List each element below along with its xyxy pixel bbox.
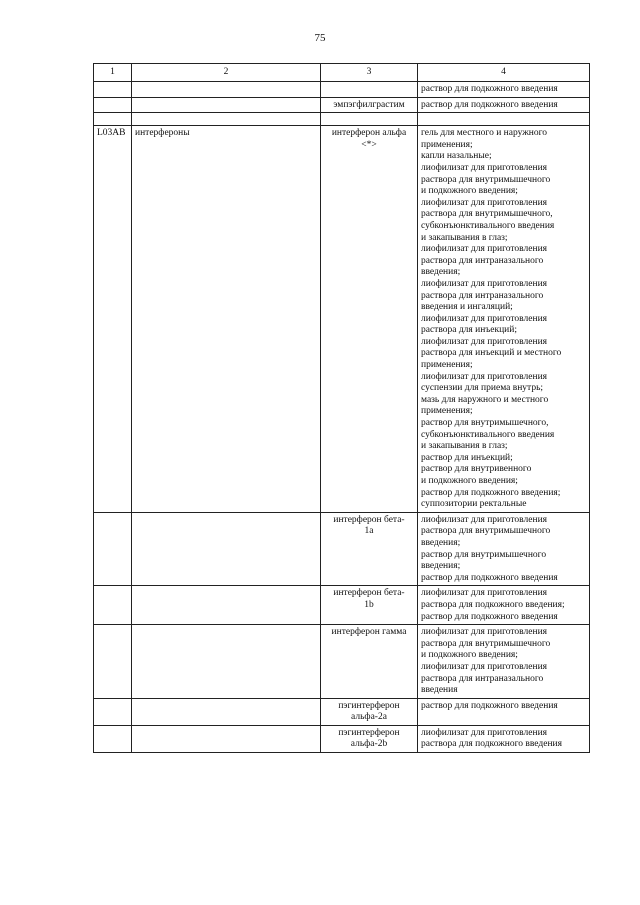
cell-line: лиофилизат для приготовления [421,627,548,638]
table-row [94,725,590,752]
dosage-forms-cell [418,512,590,586]
cell-line: лиофилизат для приготовления [421,336,548,347]
spacer-cell [418,113,590,126]
group-name-cell [132,586,321,625]
header-col-2: 2 [132,64,321,82]
table-row [94,698,590,725]
cell-line: применения; [421,139,473,150]
cell-line: лиофилизат для приготовления [421,588,548,599]
cell-line: и подкожного введения; [421,476,518,486]
atc-code-cell [94,82,132,98]
cell-line: интерферон гамма [331,627,407,638]
cell-line: введения и ингаляций; [421,302,513,313]
atc-code-cell [94,512,132,586]
cell-line: суспензии для приема внутрь; [421,383,544,394]
cell-line: раствора для инъекций; [421,325,517,336]
drug-name-cell [321,625,418,699]
cell-line: интерферон бета- [333,514,405,525]
cell-line: раствора для внутримышечного [421,174,551,185]
group-name-cell [132,625,321,699]
cell-line: интерферон альфа [331,128,407,139]
cell-line: 1b [364,599,374,610]
page-number: 75 [314,32,326,44]
cell-line: введения; [421,267,461,278]
group-name-cell [132,97,321,113]
cell-line: лиофилизат для приготовления [421,244,548,255]
table-row [94,126,590,513]
table-row [94,512,590,586]
table-row [94,97,590,113]
dosage-forms-cell [418,126,590,513]
cell-line: гель для местного и наружного [421,128,548,139]
cell-line: введения; [421,537,461,548]
cell-line: раствор для внутримышечного, [421,418,549,429]
dosage-forms-cell [418,698,590,725]
drug-name-cell [321,725,418,752]
drug-name-cell [321,698,418,725]
atc-code-cell: L03AB [94,126,132,513]
table-row [94,586,590,625]
cell-line: пэгинтерферон [338,727,400,738]
cell-line: введения; [421,561,461,572]
cell-line: интерферон бета- [333,588,405,599]
cell-line: раствор для внутримышечного [421,549,547,560]
cell-line: альфа-2b [350,739,388,750]
cell-line: раствора для внутримышечного [421,526,551,537]
table-row [94,625,590,699]
drug-name-cell [321,82,418,98]
group-name-cell: интерфероны [132,126,321,513]
cell-line: раствора для интраназального [421,673,544,684]
cell-line: пэгинтерферон [338,700,400,711]
dosage-forms-cell [418,82,590,98]
cell-line: раствор для подкожного введения [421,99,558,110]
spacer-cell [321,113,418,126]
cell-line: капли назальные; [421,151,492,162]
cell-line: введения [421,685,458,696]
dosage-forms-cell [418,625,590,699]
cell-line: и подкожного введения; [421,650,518,661]
spacer-cell [94,113,132,126]
cell-line: суппозитории ректальные [421,499,527,510]
cell-line: и подкожного введения; [421,186,518,197]
cell-line: и закапывания в глаз; [421,232,508,243]
cell-line: лиофилизат для приготовления [421,162,548,173]
header-col-3: 3 [321,64,418,82]
drug-name-cell [321,126,418,513]
cell-line: лиофилизат для приготовления [421,514,548,525]
atc-code-cell [94,625,132,699]
dosage-forms-cell [418,725,590,752]
cell-line: эмпэгфилграстим [333,99,405,110]
atc-code-cell [94,97,132,113]
drug-table [93,63,590,753]
cell-line: применения; [421,406,473,417]
cell-line: лиофилизат для приготовления [421,661,548,672]
header-col-1: 1 [94,64,132,82]
cell-line: раствора для подкожного введения; [421,599,565,610]
cell-line: раствор для подкожного введения [421,572,558,583]
cell-line: раствор для подкожного введения [421,84,558,94]
group-name-cell [132,512,321,586]
group-name-cell [132,82,321,98]
cell-line: <*> [361,139,377,150]
cell-line: лиофилизат для приготовления [421,727,548,738]
cell-line: раствор для подкожного введения [421,700,558,711]
header-col-4: 4 [418,64,590,82]
cell-line: раствора для инъекций и местного [421,348,562,359]
cell-line: альфа-2a [351,712,387,723]
drug-name-cell [321,97,418,113]
group-name-cell [132,725,321,752]
group-name-cell [132,698,321,725]
atc-code-cell [94,698,132,725]
cell-line: мазь для наружного и местного [421,394,549,405]
cell-line: лиофилизат для приготовления [421,371,548,382]
cell-line: раствора для интраназального [421,255,544,266]
atc-code-cell [94,586,132,625]
cell-line: раствора для внутримышечного, [421,209,553,220]
drug-name-cell [321,512,418,586]
cell-line: раствор для подкожного введения; [421,487,561,498]
drug-name-cell [321,586,418,625]
cell-line: раствор для инъекций; [421,452,513,463]
section-spacer-row [94,113,590,126]
table-row [94,82,590,98]
cell-line: раствора для интраназального [421,290,544,301]
cell-line: субконъюнктивального введения [421,429,555,440]
cell-line: лиофилизат для приготовления [421,313,548,324]
atc-code-cell [94,725,132,752]
cell-line: лиофилизат для приготовления [421,197,548,208]
cell-line: субконъюнктивального введения [421,220,555,231]
dosage-forms-cell [418,586,590,625]
table-header-row [94,64,590,82]
cell-line: раствор для внутривенного [421,464,532,475]
cell-line: применения; [421,360,473,371]
cell-line: раствора для подкожного введения [421,739,562,750]
cell-line: и закапывания в глаз; [421,441,508,452]
dosage-forms-cell [418,97,590,113]
cell-line: 1a [364,526,374,537]
cell-line: лиофилизат для приготовления [421,278,548,289]
cell-line: раствор для подкожного введения [421,611,558,622]
spacer-cell [132,113,321,126]
cell-line: раствора для внутримышечного [421,638,551,649]
